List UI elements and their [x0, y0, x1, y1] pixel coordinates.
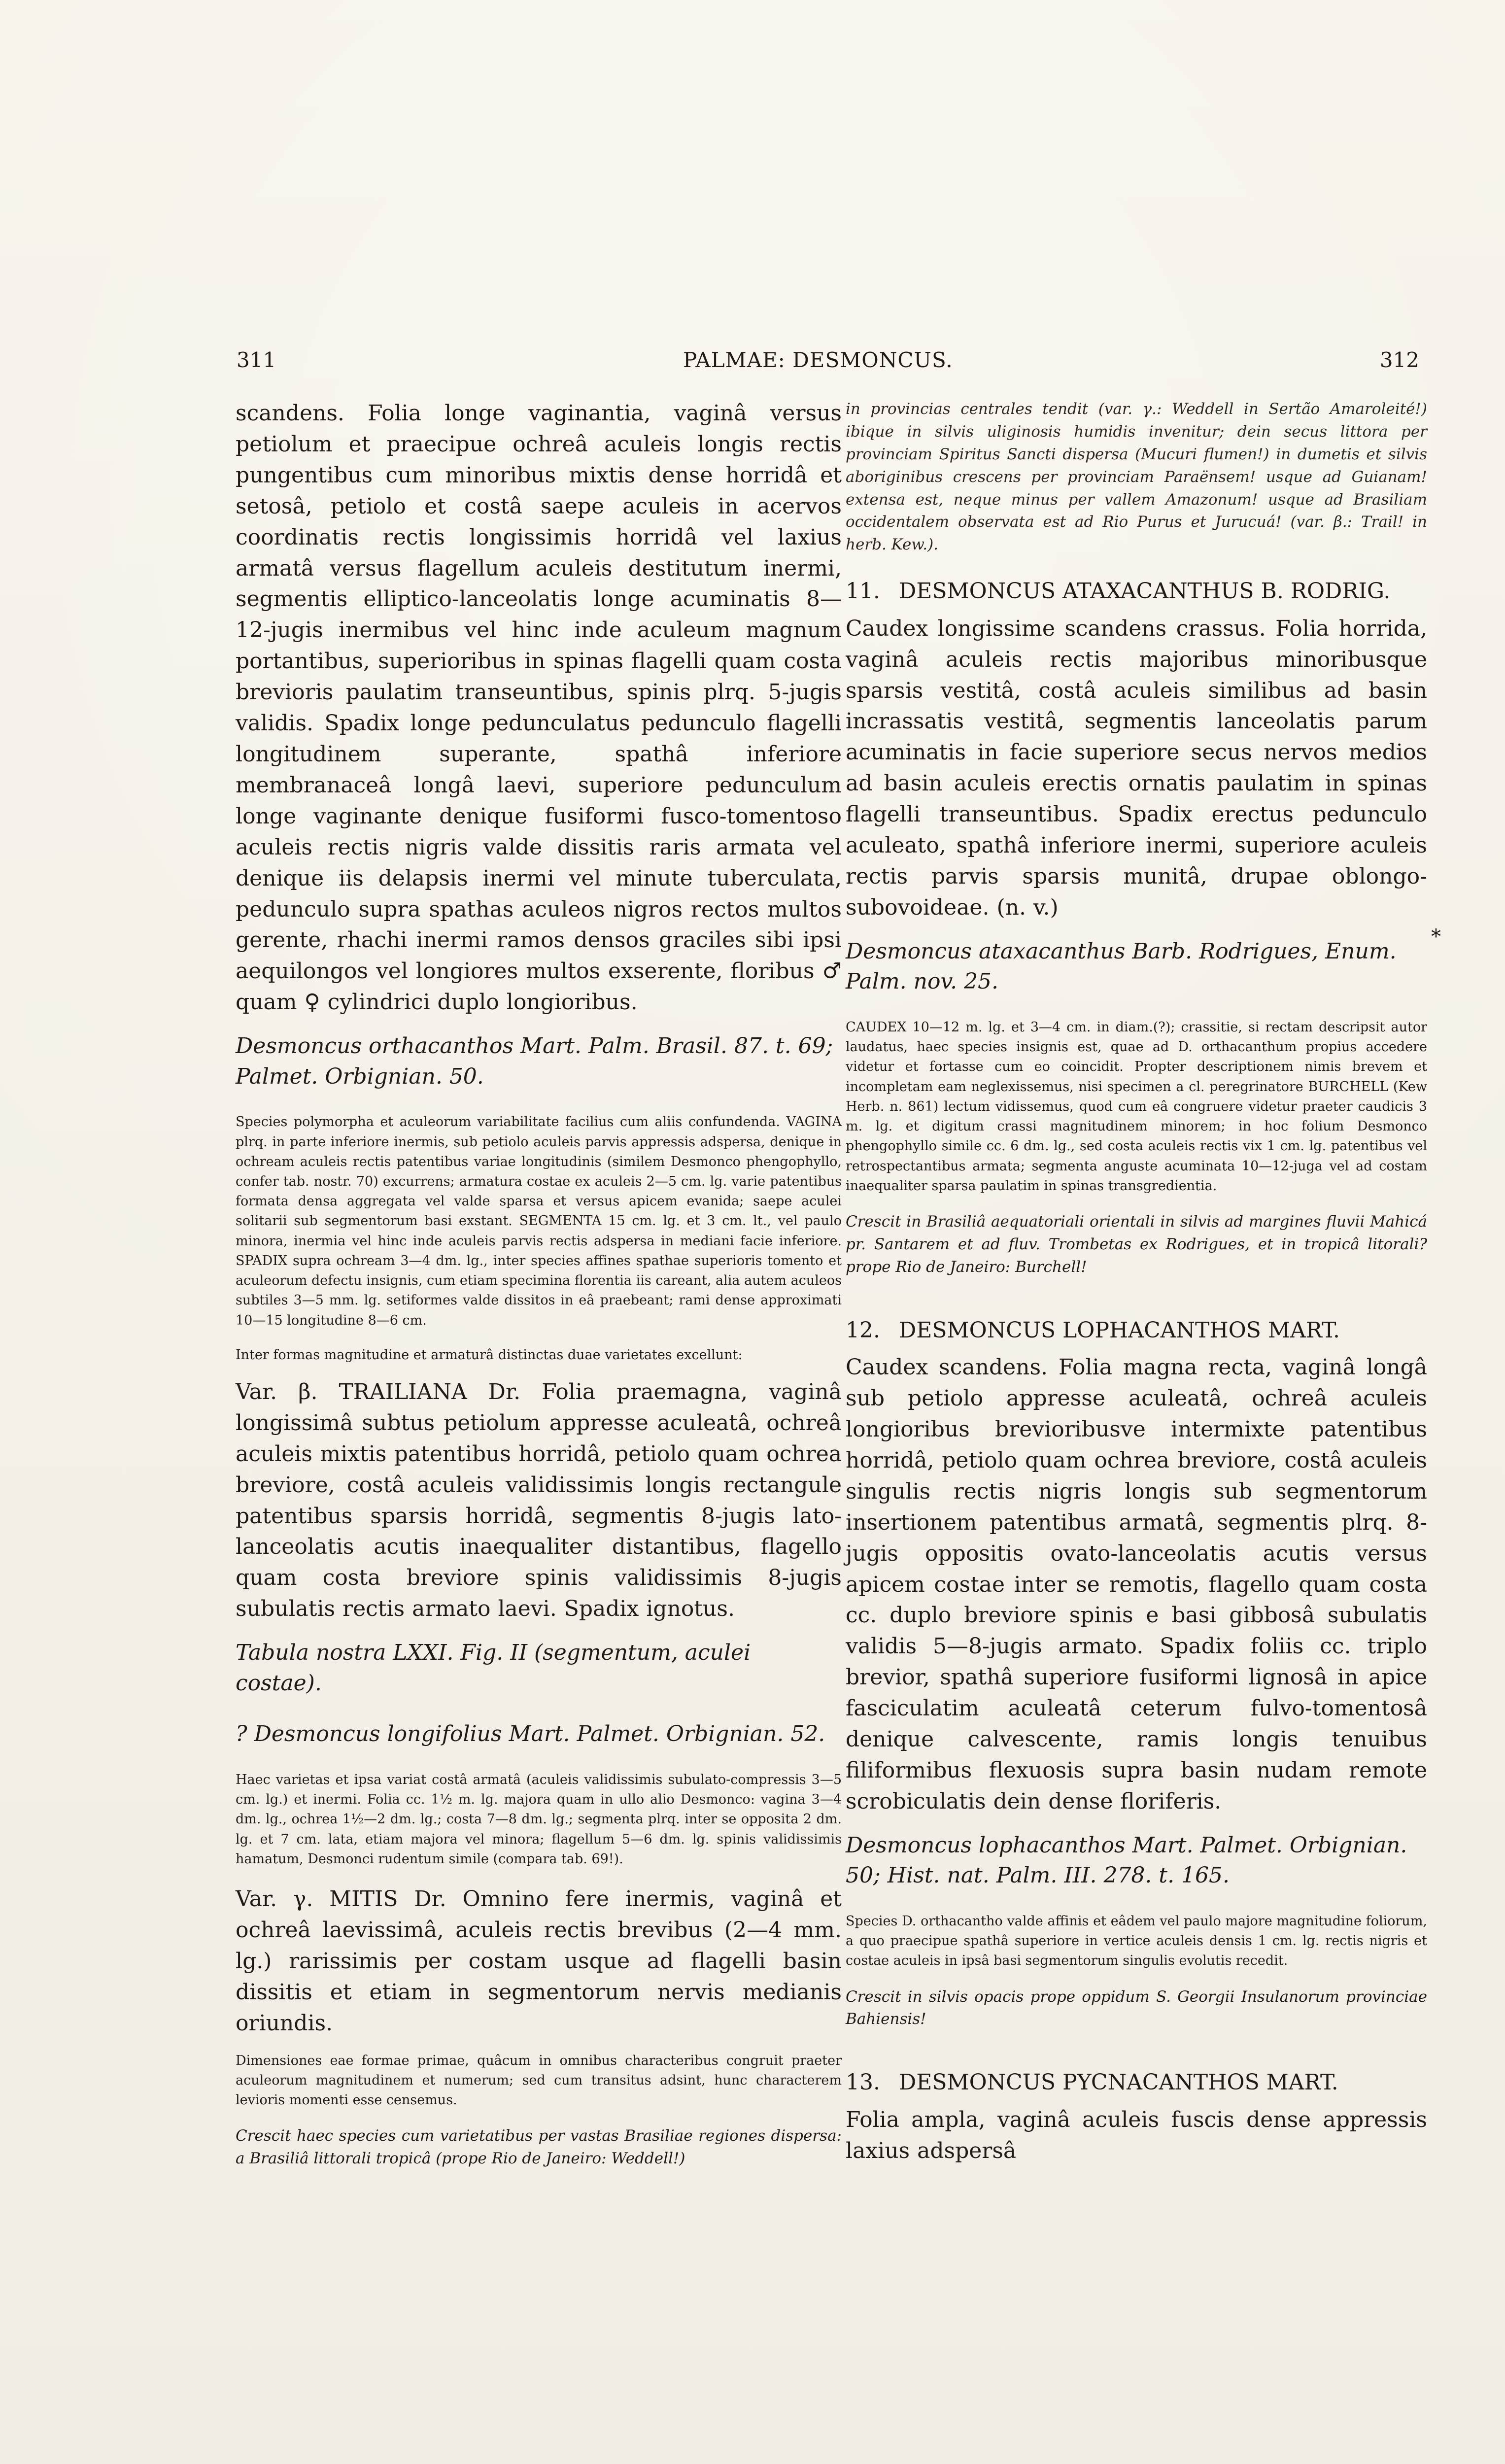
species-author-12: MART. [1267, 1317, 1340, 1343]
left-column [236, 398, 842, 2185]
left-page-number: 311 [237, 348, 276, 372]
variety-beta-note: Haec varietas et ipsa variat costâ armatâ (aculeis validissimis subulato-compressis 3—5 cm. lg.) et inermi. Folia cc. 1½ m. lg. majora quam in ullo alio Desmonco: vagina 3—4 dm. lg., ochrea 1½—2 dm. lg.; costa 7—8 dm. lg.; segmenta plrq. inter se opposita 2 dm. lg. et 7 cm. lata, etiam majora vel minora; flagellum 5—6 dm. lg. spinis validissimis hamatum, Desmonci rudentum simile (compara tab. 69!). [236, 1772, 842, 1867]
distribution-note-left: Crescit haec species cum varietatibus per vastas Brasiliae regiones dispersa: a Brasiliâ littorali tropicâ (prope Rio de Janeiro: Weddell!) [236, 2127, 842, 2168]
distribution-note-right: in provincias centrales tendit (var. γ.: Weddell in Sertão Amaroleité!) ibique in silvis uliginosis humidis invenitur; dein secus littora per provinciam Spiritus Sancti dispersa (Mucuri flumen!) in dumetis et silvis aboriginibus crescens per provinciam Paraënsem! usque ad Guianam! extensa est, neque minus per vallem Amazonum! usque ad Brasiliam occidentalem observata est ad Rio Purus et Jurucuá! (var. β.: Trail! in herb. Kew.). [846, 400, 1427, 554]
species-name-12: DESMONCUS LOPHACANTHOS [898, 1317, 1261, 1343]
variety-gamma-paragraph: Var. γ. MITIS Dr. Omnino fere inermis, vaginâ et ochreâ laevissimâ, aculeis rectis brevibus (2—4 mm. lg.) rarissimis per costam usque ad flagelli basin dissitis et etiam in segmentorum nervis medianis oriundis. [236, 1886, 842, 2036]
left-reference-1: Desmoncus orthacanthos Mart. Palm. Brasil. 87. t. 69; Palmet. Orbignian. 50. [236, 1033, 833, 1089]
species-name-11: DESMONCUS ATAXACANTHUS [898, 579, 1254, 604]
left-small-note-2: Inter formas magnitudine et armaturâ distinctas duae varietates excellunt: [236, 1347, 743, 1363]
species-note-12: Species D. orthacantho valde affinis et eâdem vel paulo majore magnitudine foliorum, a quo praecipue spathâ superiore in vertice aculeis densis 1 cm. lg. rectis nigris et costae aculeis in ipsâ basi segmentorum singulis evolutis recedit. [846, 1913, 1427, 1969]
species-number-12: 12. [846, 1317, 880, 1343]
species-number-11: 11. [846, 579, 880, 604]
species-author-13: MART. [1266, 2070, 1338, 2095]
species-note-11: CAUDEX 10—12 m. lg. et 3—4 cm. in diam.(?); crassitie, si rectam descripsit autor laudatus, haec species insignis est, quae ad D. orthacanthum propius accedere videtur et fortasse cum eo coincidit. Propter descriptionem nimis brevem et incompletam eam neglexissemus, nisi specimen a cl. peregrinatore BURCHELL (Kew Herb. n. 861) lectum vidissemus, quod cum eâ congruere videtur praeter caudicis 3 m. lg. et digitum crassi magnitudinem minorem; in hoc folium Desmonco phengophyllo simile cc. 6 dm. lg., sed costa aculeis rectis vix 1 cm. lg. patentibus vel retrospectantibus armata; segmenta anguste acuminata 10—12-juga vel ad costam inaequaliter sparsa paulatim in spinas transgredientia. [846, 1019, 1427, 1194]
species-name-13: DESMONCUS PYCNACANTHOS [898, 2070, 1260, 2095]
variety-beta-reference-1: Tabula nostra LXXI. Fig. II (segmentum, aculei costae). [236, 1640, 751, 1696]
page-title: PALMAE: DESMONCUS. [683, 348, 953, 372]
right-column [846, 398, 1427, 2180]
species-distribution-11: Crescit in Brasiliâ aequatoriali orientali in silvis ad margines fluvii Mahicá pr. Santarem et ad fluv. Trombetas ex Rodrigues, et in tropicâ litorali? prope Rio de Janeiro: Burchell! [846, 1212, 1427, 1276]
left-main-paragraph: scandens. Folia longe vaginantia, vaginâ versus petiolum et praecipue ochreâ aculeis longis rectis pungentibus cum minoribus mixtis dense horridâ et setosâ, petiolo et costâ saepe aculeis in acervos coordinatis rectis longissimis horridâ vel laxius armatâ versus flagellum aculeis destitutum inermi, segmentis elliptico-lanceolatis longe acuminatis 8—12-jugis inermibus vel hinc inde aculeum magnum portantibus, superioribus in spinas flagelli quam costa brevioris paulatim transeuntibus, spinis plrq. 5-jugis validis. Spadix longe pedunculatus pedunculo flagelli longitudinem superante, spathâ inferiore membranaceâ longâ laevi, superiore pedunculum longe vaginante denique fusiformi fusco-tomentoso aculeis rectis nigris valde dissitis raris armata vel denique iis delapsis inermi vel minute tuberculata, pedunculo supra spathas aculeos nigros rectos multos gerente, rhachi inermi ramos densos graciles sibi ipsi aequilongos vel longiores multos exserente, floribus ♂ quam ♀ cylindrici duplo longioribus. [236, 401, 842, 1015]
right-page-number: 312 [1379, 348, 1419, 372]
species-description-12: Caudex scandens. Folia magna recta, vaginâ longâ sub petiolo appresse aculeatâ, ochreâ aculeis longioribus brevioribusve intermixte patentibus horridâ, petiolo quam ochrea breviore, costâ aculeis singulis rectis nigris longis sub segmentorum insertionem patentibus armatâ, segmentis plrq. 8-jugis oppositis ovato-lanceolatis acutis versus apicem costae inter se remotis, flagello quam costa cc. duplo breviore spinis e basi gibbosâ subulatis validis 5—8-jugis armato. Spadix foliis cc. triplo brevior, spathâ superiore fusiformi lignosâ in apice fasciculatim aculeatâ ceterum fulvo-tomentosâ denique calvescente, ramis longis tenuibus filiformibus flexuosis supra basin nudam remote scrobiculatis dein dense floriferis. [846, 1355, 1427, 1814]
left-small-note-1: Species polymorpha et aculeorum variabilitate facilius cum aliis confundenda. VAGINA plrq. in parte inferiore inermis, sub petiolo aculeis parvis appressis adspersa, denique in ochream aculeis rectis patentibus variae longitudinis (similem Desmonco phengophyllo, confer tab. nostr. 70) excurrens; armatura costae ex aculeis 2—5 cm. lg. varie patentibus formata densa aggregata vel valde sparsa et versus apicem evanida; saepe aculei solitarii sub segmentorum basi exstant. SEGMENTA 15 cm. lg. et 3 cm. lt., vel paulo minora, inermia vel hinc inde aculeis parvis rectis adspersa in mediani facie inferiore. SPADIX supra ochream 3—4 dm. lg., inter species affines spathae superioris tomento et aculeorum defectu insignis, cum etiam specimina florentia iis careant, alia autem aculeos subtiles 3—5 mm. lg. setiformes valde dissitos in eâ praebeant; rami dense approximati 10—15 longitudine 8—6 cm. [236, 1114, 842, 1328]
variety-beta-paragraph: Var. β. TRAILIANA Dr. Folia praemagna, vaginâ longissimâ subtus petiolum appresse aculeatâ, ochreâ aculeis mixtis patentibus horridâ, petiolo quam ochrea breviore, costâ aculeis validissimis longis rectangule patentibus sparsis horridâ, segmentis 8-jugis lato-lanceolatis acutis inaequaliter distantibus, flagello quam costa breviore spinis validissimis 8-jugis subulatis rectis armato laevi. Spadix ignotus. [236, 1379, 842, 1622]
page-header [237, 350, 1419, 384]
species-description-13: Folia ampla, vaginâ aculeis fuscis dense appressis laxius adspersâ [846, 2107, 1427, 2163]
variety-beta-reference-2: ? Desmoncus longifolius Mart. Palmet. Orbignian. 52. [236, 1721, 825, 1747]
species-reference-11: Desmoncus ataxacanthus Barb. Rodrigues, Enum. Palm. nov. 25. [846, 938, 1397, 994]
margin-mark: * [1431, 925, 1441, 948]
species-author-11: B. RODRIG. [1261, 579, 1391, 604]
species-number-13: 13. [846, 2070, 880, 2095]
species-reference-12: Desmoncus lophacanthos Mart. Palmet. Orbignian. 50; Hist. nat. Palm. III. 278. t. 165. [846, 1832, 1407, 1888]
species-heading-13 [846, 2067, 1427, 2098]
species-heading-11 [846, 576, 1427, 607]
species-distribution-12: Crescit in silvis opacis prope oppidum S. Georgii Insulanorum provinciae Bahiensis! [846, 1987, 1427, 2028]
variety-gamma-note: Dimensiones eae formae primae, quâcum in omnibus characteribus congruit praeter aculeorum magnitudinem et numerum; sed cum transitus adsint, hunc characterem levioris momenti esse censemus. [236, 2053, 842, 2108]
species-heading-12 [846, 1315, 1427, 1346]
species-description-11: Caudex longissime scandens crassus. Folia horrida, vaginâ aculeis rectis majoribus minoribusque sparsis vestitâ, costâ aculeis similibus ad basin incrassatis vestitâ, segmentis lanceolatis parum acuminatis in facie superiore secus nervos medios ad basin aculeis erectis ornatis paulatim in spinas flagelli transeuntibus. Spadix erectus pedunculo aculeato, spathâ inferiore inermi, superiore aculeis rectis parvis sparsis munitâ, drupae oblongo-subovoideae. (n. v.) [846, 616, 1427, 920]
